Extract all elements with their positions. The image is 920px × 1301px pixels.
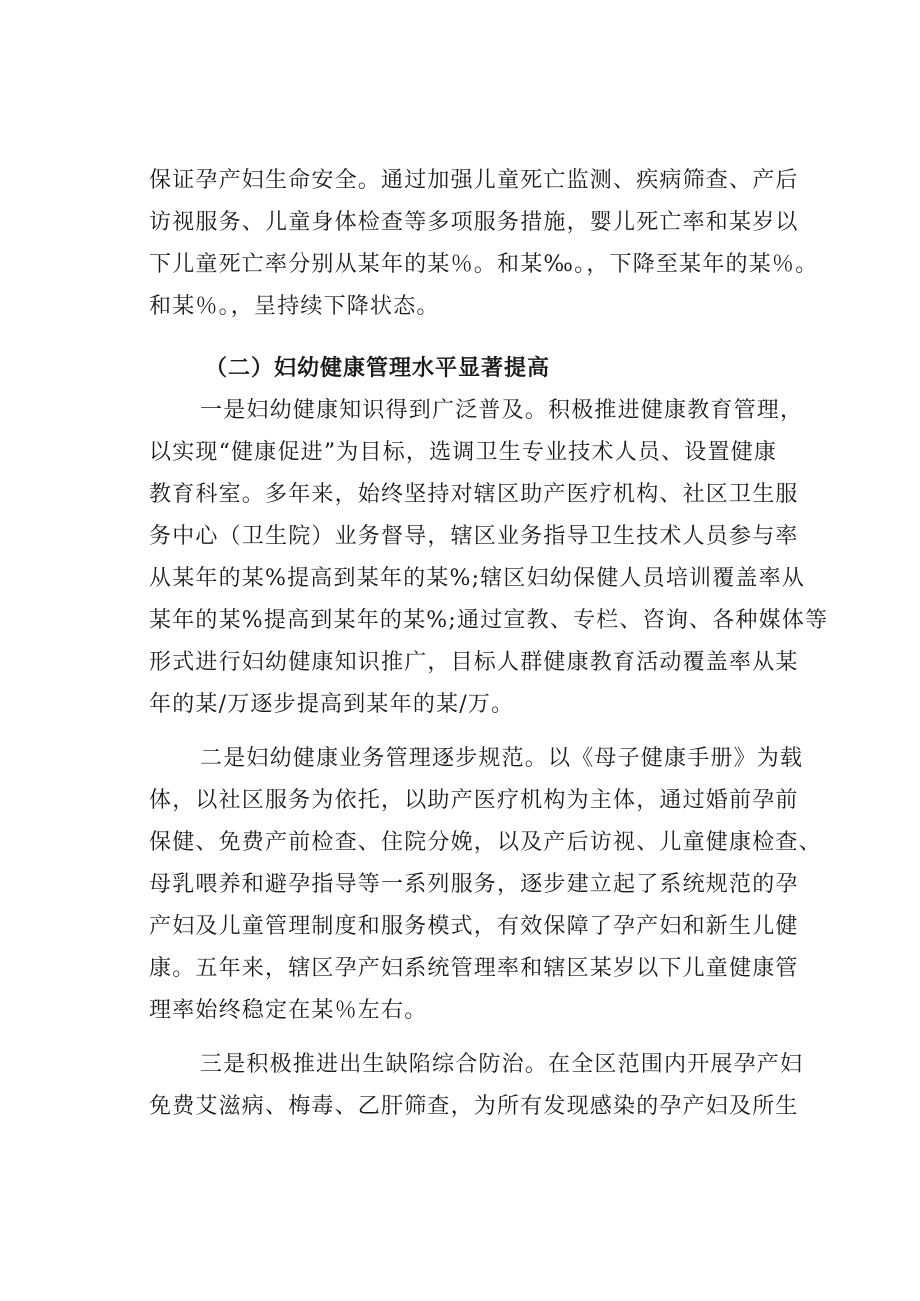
paragraph-line: 产妇及儿童管理制度和服务模式，有效保障了孕产妇和新生儿健 (149, 914, 799, 939)
paragraph-line: 访视服务、儿童身体检查等多项服务措施，婴儿死亡率和某岁以 (149, 210, 799, 235)
paragraph-line: 下儿童死亡率分别从某年的某％。和某‰。，下降至某年的某％。 (149, 252, 819, 277)
paragraph-line: 和某％。，呈持续下降状态。 (149, 294, 440, 319)
paragraph-line: 务中心（卫生院）业务督导，辖区业务指导卫生技术人员参与率 (149, 524, 799, 549)
paragraph-line: 一是妇幼健康知识得到广泛普及。积极推进健康教育管理， (200, 398, 804, 423)
paragraph-line: 教育科室。多年来，始终坚持对辖区助产医疗机构、社区卫生服 (149, 482, 799, 507)
paragraph-line: 三是积极推进出生缺陷综合防治。在全区范围内开展孕产妇 (200, 1052, 804, 1077)
paragraph-line: 年的某/万逐步提高到某年的某/万。 (149, 692, 515, 717)
paragraph-line: 二是妇幼健康业务管理逐步规范。以《母子健康手册》为载 (200, 746, 804, 771)
paragraph-line: 保证孕产妇生命安全。通过加强儿童死亡监测、疾病筛查、产后 (149, 168, 799, 193)
paragraph-line: 以实现“健康促进”为目标，选调卫生专业技术人员、设置健康 (149, 440, 778, 465)
paragraph-line: 某年的某%提高到某年的某%;通过宣教、专栏、咨询、各种媒体等 (149, 608, 829, 633)
paragraph-line: 免费艾滋病、梅毒、乙肝筛查，为所有发现感染的孕产妇及所生 (149, 1094, 799, 1119)
section-heading: （二）妇幼健康管理水平显著提高 (205, 356, 551, 381)
paragraph-line: 体，以社区服务为依托，以助产医疗机构为主体，通过婚前孕前 (149, 788, 799, 813)
paragraph-line: 母乳喂养和避孕指导等一系列服务，逐步建立起了系统规范的孕 (149, 872, 799, 897)
paragraph-line: 从某年的某%提高到某年的某%;辖区妇幼保健人员培训覆盖率从 (149, 566, 806, 591)
paragraph-line: 形式进行妇幼健康知识推广，目标人群健康教育活动覆盖率从某 (149, 650, 799, 675)
paragraph-line: 保健、免费产前检查、住院分娩，以及产后访视、儿童健康检查、 (149, 830, 822, 855)
paragraph-line: 理率始终稳定在某％左右。 (149, 998, 428, 1023)
paragraph-line: 康。五年来，辖区孕产妇系统管理率和辖区某岁以下儿童健康管 (149, 956, 799, 981)
